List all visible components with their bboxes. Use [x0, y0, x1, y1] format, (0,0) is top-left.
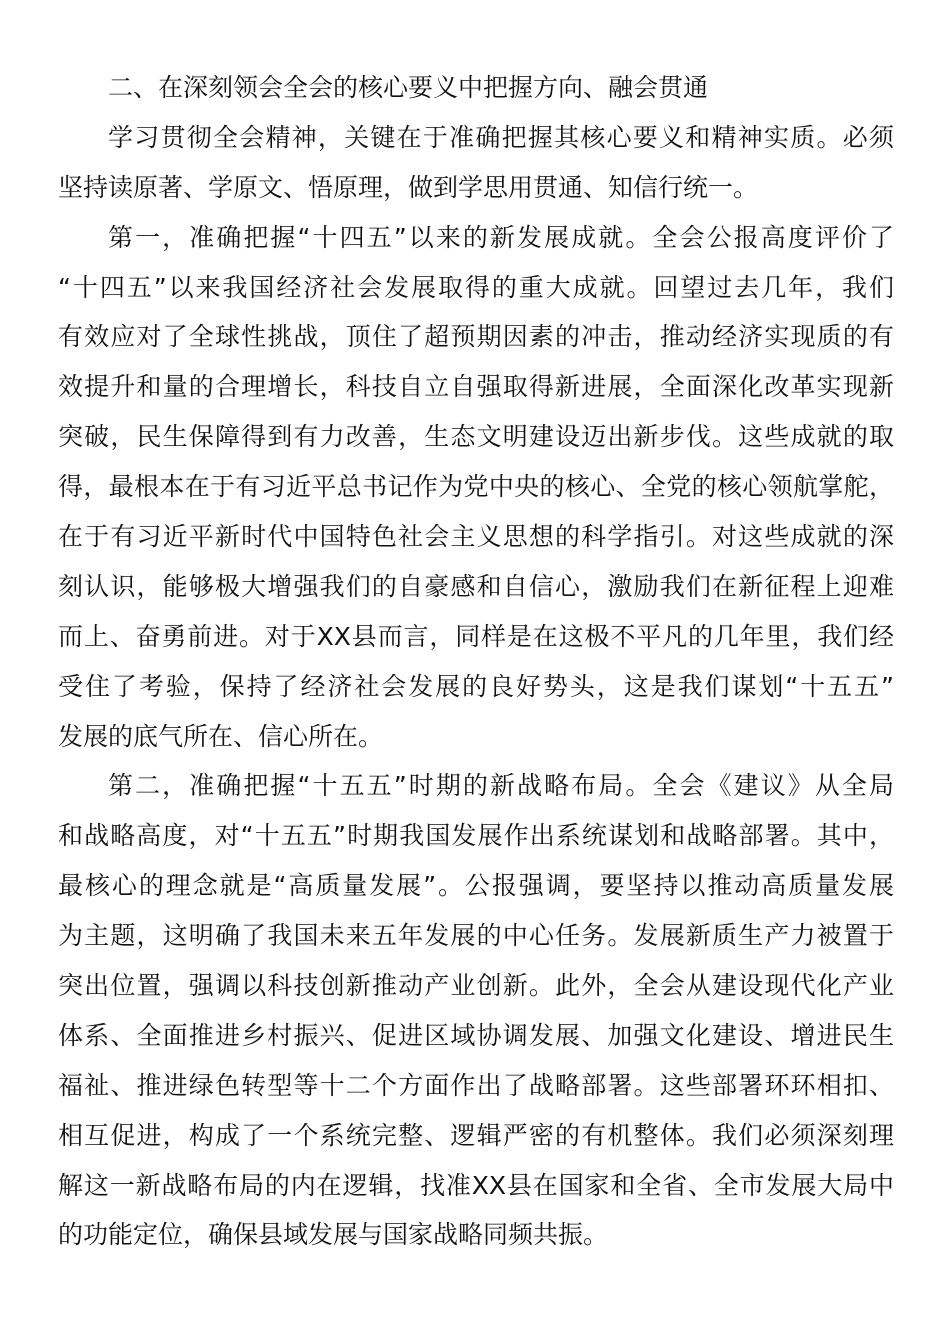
text-line: 受住了考验，保持了经济社会发展的良好势头，这是我们谋划“十五五” — [58, 671, 894, 701]
text-line: 二、在深刻领会全会的核心要义中把握方向、融会贯通 — [108, 73, 709, 102]
text-line: “十四五”以来我国经济社会发展取得的重大成就。回望过去几年，我们 — [58, 272, 894, 302]
text-line: 的功能定位，确保县域发展与国家战略同频共振。 — [58, 1220, 609, 1250]
text-line: 为主题，这明确了我国未来五年发展的中心任务。发展新质生产力被置于 — [58, 921, 894, 951]
text-line: 第二，准确把握“十五五”时期的新战略布局。全会《建议》从全局 — [108, 771, 894, 801]
text-line: 突破，民生保障得到有力改善，生态文明建设迈出新步伐。这些成就的取 — [58, 422, 894, 452]
text-line: 有效应对了全球性挑战，顶住了超预期因素的冲击，推动经济实现质的有 — [58, 322, 894, 352]
paragraph — [58, 220, 894, 769]
text-line: 和战略高度，对“十五五”时期我国发展作出系统谋划和战略部署。其中， — [58, 821, 894, 851]
text-line: 发展的底气所在、信心所在。 — [58, 721, 384, 751]
text-line: 在于有习近平新时代中国特色社会主义思想的科学指引。对这些成就的深 — [58, 522, 894, 552]
text-line: 学习贯彻全会精神，关键在于准确把握其核心要义和精神实质。必须 — [108, 122, 894, 152]
text-line: 刻认识，能够极大增强我们的自豪感和自信心，激励我们在新征程上迎难 — [58, 571, 894, 601]
text-line: 坚持读原著、学原文、悟原理，做到学思用贯通、知信行统一。 — [58, 172, 759, 202]
text-line: 突出位置，强调以科技创新推动产业创新。此外，全会从建设现代化产业 — [58, 971, 894, 1001]
text-line: 第一，准确把握“十四五”以来的新发展成就。全会公报高度评价了 — [108, 222, 894, 252]
text-line: 最核心的理念就是“高质量发展”。公报强调，要坚持以推动高质量发展 — [58, 871, 894, 901]
document-body — [58, 70, 894, 1267]
text-line: 体系、全面推进乡村振兴、促进区域协调发展、加强文化建设、增进民生 — [58, 1020, 894, 1050]
text-line: 效提升和量的合理增长，科技自立自强取得新进展，全面深化改革实现新 — [58, 372, 894, 402]
text-line: 而上、奋勇前进。对于XX县而言，同样是在这极不平凡的几年里，我们经 — [58, 621, 894, 651]
section-heading — [58, 70, 894, 120]
text-line: 相互促进，构成了一个系统完整、逻辑严密的有机整体。我们必须深刻理 — [58, 1120, 894, 1150]
paragraph — [58, 120, 894, 220]
paragraph — [58, 768, 894, 1267]
text-line: 得，最根本在于有习近平总书记作为党中央的核心、全党的核心领航掌舵， — [58, 472, 894, 502]
text-line: 解这一新战略布局的内在逻辑，找准XX县在国家和全省、全市发展大局中 — [58, 1170, 894, 1200]
text-line: 福祉、推进绿色转型等十二个方面作出了战略部署。这些部署环环相扣、 — [58, 1070, 894, 1100]
